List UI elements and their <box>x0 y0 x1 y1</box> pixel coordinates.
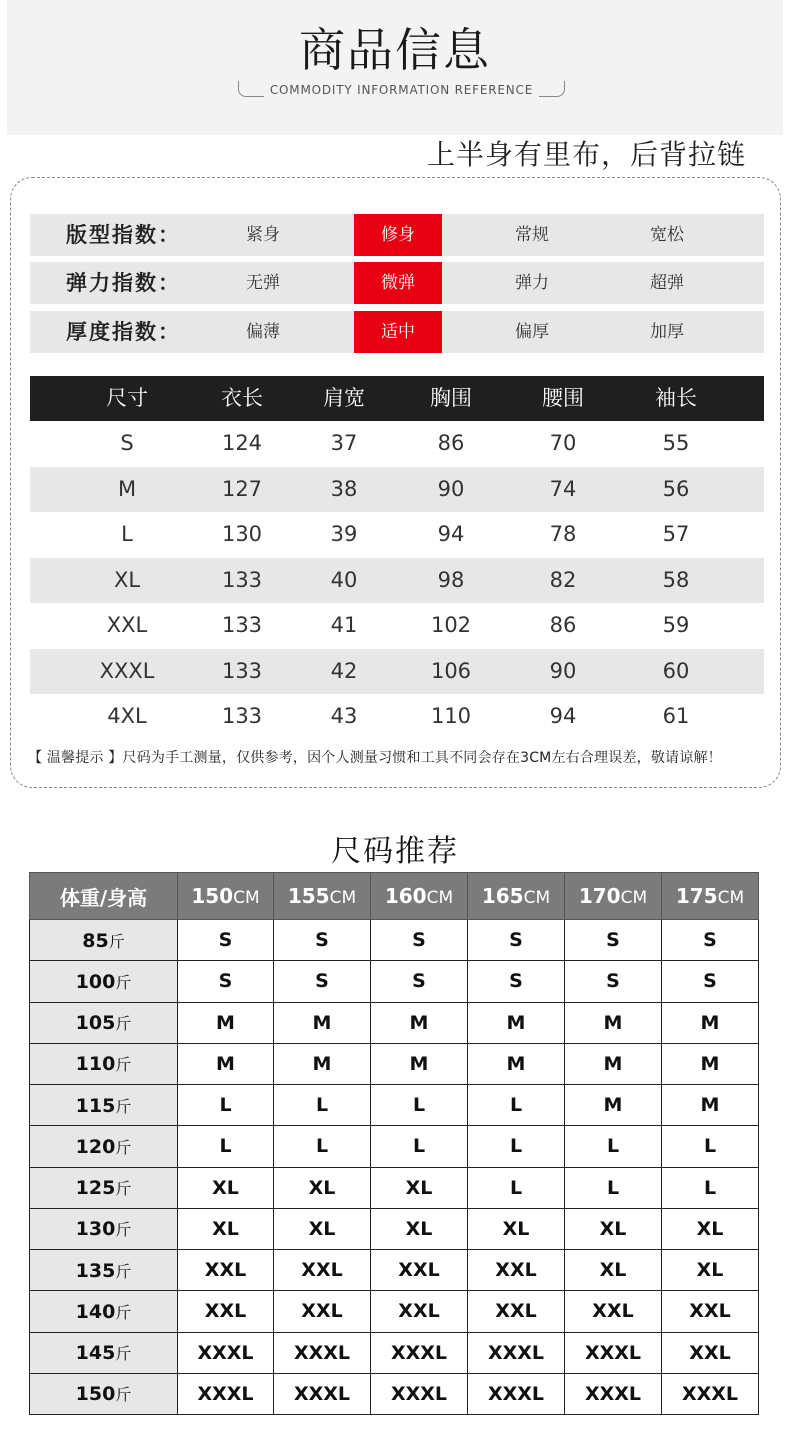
weight-value: 140 <box>75 1300 116 1323</box>
column-header: 腰围 <box>542 386 584 410</box>
height-unit: CM <box>426 888 454 908</box>
weight-value: 105 <box>75 1012 116 1035</box>
recommended-size: XL <box>274 1167 371 1208</box>
size-cell: 43 <box>330 704 358 728</box>
recommended-size: M <box>371 1043 468 1084</box>
recommend-row <box>30 1250 759 1291</box>
recommend-row <box>30 1373 759 1414</box>
size-cell: 57 <box>662 522 690 546</box>
measurement-tip: 【 温馨提示 】尺码为手工测量，仅供参考，因个人测量习惯和工具不同会存在3CM左右合理误差，敬请谅解！ <box>28 750 722 766</box>
recommended-size: S <box>178 920 274 961</box>
weight-cell <box>30 1208 178 1249</box>
recommended-size: M <box>274 1043 371 1084</box>
index-label: 版型指数： <box>66 223 181 247</box>
weight-value: 100 <box>75 970 116 993</box>
recommended-size: XXL <box>468 1250 565 1291</box>
recommended-size: M <box>565 1085 662 1126</box>
weight-value: 85 <box>82 929 109 952</box>
weight-value: 135 <box>75 1259 116 1282</box>
recommended-size: XXL <box>178 1291 274 1332</box>
recommended-size: XXXL <box>274 1373 371 1414</box>
recommended-size: M <box>274 1002 371 1043</box>
weight-value: 110 <box>75 1053 116 1076</box>
size-cell: 4XL <box>107 704 147 728</box>
index-option: 宽松 <box>650 225 684 245</box>
recommend-row <box>30 961 759 1002</box>
index-label: 弹力指数： <box>66 271 181 295</box>
weight-unit: 斤 <box>115 1179 132 1199</box>
weight-value: 150 <box>75 1383 116 1406</box>
size-cell: 98 <box>437 567 465 592</box>
recommended-size: L <box>371 1085 468 1126</box>
recommended-size: XXL <box>371 1291 468 1332</box>
recommend-header-row <box>30 873 759 920</box>
recommended-size: XXXL <box>468 1332 565 1373</box>
weight-cell <box>30 1291 178 1332</box>
feature-note: 上半身有里布，后背拉链 <box>426 138 746 171</box>
recommended-size: L <box>371 1126 468 1167</box>
recommend-row <box>30 1167 759 1208</box>
size-table <box>30 376 764 740</box>
size-row <box>30 512 764 558</box>
column-header: 衣长 <box>221 386 263 410</box>
weight-cell <box>30 1043 178 1084</box>
recommended-size: XXL <box>274 1291 371 1332</box>
weight-value: 115 <box>75 1094 116 1117</box>
recommended-size: XL <box>662 1208 759 1249</box>
size-row <box>30 421 764 467</box>
recommend-row <box>30 1291 759 1332</box>
height-value: 165 <box>481 884 524 908</box>
weight-unit: 斤 <box>115 1385 132 1405</box>
size-cell: 58 <box>662 567 690 592</box>
size-cell: 133 <box>221 704 263 728</box>
height-header <box>274 873 371 920</box>
height-unit: CM <box>523 888 551 908</box>
recommend-table <box>29 872 759 1415</box>
recommended-size: XXL <box>565 1291 662 1332</box>
size-row <box>30 603 764 649</box>
recommended-size: S <box>274 961 371 1002</box>
weight-cell <box>30 1085 178 1126</box>
size-cell: M <box>117 476 137 501</box>
recommend-row <box>30 1332 759 1373</box>
recommend-corner: 体重/身高 <box>30 873 178 920</box>
recommended-size: S <box>468 920 565 961</box>
size-cell: 82 <box>549 567 577 592</box>
weight-unit: 斤 <box>115 1014 132 1034</box>
recommended-size: L <box>274 1085 371 1126</box>
column-header: 尺寸 <box>106 386 148 410</box>
size-cell: 40 <box>330 567 358 592</box>
size-cell: 42 <box>330 658 358 683</box>
size-cell: 55 <box>662 431 690 455</box>
size-cell: 38 <box>330 476 358 501</box>
height-header <box>565 873 662 920</box>
index-option-selected: 适中 <box>354 311 442 353</box>
weight-cell <box>30 1250 178 1291</box>
page-subtitle-text: COMMODITY INFORMATION REFERENCE <box>264 83 539 97</box>
size-cell: XXL <box>106 613 148 637</box>
index-option: 紧身 <box>246 225 280 245</box>
size-cell: L <box>121 522 133 546</box>
recommended-size: S <box>274 920 371 961</box>
weight-unit: 斤 <box>108 931 125 951</box>
recommended-size: S <box>371 961 468 1002</box>
size-cell: 86 <box>437 431 465 455</box>
recommended-size: S <box>178 961 274 1002</box>
index-row <box>30 214 764 256</box>
size-cell: 127 <box>221 476 263 501</box>
size-cell: XL <box>113 567 141 592</box>
weight-cell <box>30 1126 178 1167</box>
weight-unit: 斤 <box>115 972 132 992</box>
recommended-size: L <box>565 1167 662 1208</box>
size-cell: 70 <box>549 431 577 455</box>
size-cell: XXXL <box>99 658 155 683</box>
size-cell: 94 <box>549 704 577 728</box>
recommended-size: XXXL <box>178 1373 274 1414</box>
size-cell: 133 <box>221 658 263 683</box>
size-cell: 94 <box>437 522 465 546</box>
size-cell: 39 <box>330 522 358 546</box>
recommended-size: M <box>565 1002 662 1043</box>
size-table-header <box>30 376 764 421</box>
recommend-row <box>30 920 759 961</box>
size-cell: 61 <box>662 704 690 728</box>
size-row <box>30 694 764 740</box>
index-row <box>30 262 764 304</box>
index-option-selected: 微弹 <box>354 262 442 304</box>
recommended-size: L <box>662 1167 759 1208</box>
recommended-size: XXL <box>468 1291 565 1332</box>
recommended-size: S <box>565 961 662 1002</box>
size-cell: 133 <box>221 613 263 637</box>
index-option: 加厚 <box>650 322 684 342</box>
recommended-size: M <box>468 1043 565 1084</box>
recommended-size: S <box>371 920 468 961</box>
height-header <box>178 873 274 920</box>
index-option: 弹力 <box>515 273 549 293</box>
column-header: 袖长 <box>655 386 697 410</box>
index-option: 常规 <box>515 225 549 245</box>
recommended-size: S <box>468 961 565 1002</box>
recommended-size: XXXL <box>371 1332 468 1373</box>
index-label: 厚度指数： <box>66 320 181 344</box>
recommended-size: M <box>565 1043 662 1084</box>
recommended-size: XXL <box>274 1250 371 1291</box>
recommended-size: XL <box>662 1250 759 1291</box>
recommend-row <box>30 1208 759 1249</box>
size-cell: 90 <box>549 658 577 683</box>
recommended-size: XXL <box>662 1332 759 1373</box>
index-option: 无弹 <box>246 273 280 293</box>
page-subtitle <box>238 85 565 99</box>
size-cell: 60 <box>662 658 690 683</box>
column-header: 胸围 <box>430 386 472 410</box>
recommended-size: XXXL <box>274 1332 371 1373</box>
recommended-size: XXL <box>662 1291 759 1332</box>
recommended-size: XXL <box>178 1250 274 1291</box>
recommended-size: M <box>371 1002 468 1043</box>
recommended-size: XXXL <box>178 1332 274 1373</box>
height-unit: CM <box>717 888 745 908</box>
size-cell: 86 <box>549 613 577 637</box>
recommended-size: M <box>662 1043 759 1084</box>
recommended-size: M <box>178 1002 274 1043</box>
size-cell: 59 <box>662 613 690 637</box>
recommended-size: L <box>565 1126 662 1167</box>
recommended-size: XL <box>565 1250 662 1291</box>
recommended-size: M <box>178 1043 274 1084</box>
recommended-size: XL <box>371 1167 468 1208</box>
index-option: 偏薄 <box>246 322 280 342</box>
size-cell: 37 <box>330 431 358 455</box>
recommended-size: XL <box>468 1208 565 1249</box>
page-title: 商品信息 <box>299 23 491 77</box>
recommended-size: XL <box>274 1208 371 1249</box>
recommended-size: M <box>662 1002 759 1043</box>
height-unit: CM <box>329 888 357 908</box>
recommended-size: S <box>662 961 759 1002</box>
recommended-size: XXL <box>371 1250 468 1291</box>
size-cell: 130 <box>221 522 263 546</box>
recommended-size: L <box>178 1126 274 1167</box>
size-cell: 74 <box>549 476 577 501</box>
size-cell: 41 <box>330 613 358 637</box>
recommended-size: XL <box>178 1208 274 1249</box>
recommended-size: M <box>662 1085 759 1126</box>
recommended-size: L <box>274 1126 371 1167</box>
weight-value: 145 <box>75 1342 116 1365</box>
size-cell: 106 <box>430 658 472 683</box>
recommend-title: 尺码推荐 <box>331 834 459 869</box>
header-banner <box>7 0 783 135</box>
height-header <box>662 873 759 920</box>
index-option-selected: 修身 <box>354 214 442 256</box>
weight-unit: 斤 <box>115 1261 132 1281</box>
height-header <box>468 873 565 920</box>
recommend-row <box>30 1043 759 1084</box>
weight-unit: 斤 <box>115 1055 132 1075</box>
weight-value: 130 <box>75 1218 116 1241</box>
recommended-size: XXXL <box>662 1373 759 1414</box>
recommended-size: S <box>565 920 662 961</box>
recommended-size: S <box>662 920 759 961</box>
index-option: 偏厚 <box>515 322 549 342</box>
recommended-size: XXXL <box>565 1373 662 1414</box>
recommend-row <box>30 1085 759 1126</box>
recommended-size: L <box>662 1126 759 1167</box>
size-cell: 133 <box>221 567 263 592</box>
size-cell: 110 <box>430 704 472 728</box>
size-row <box>30 649 764 695</box>
recommended-size: XXXL <box>468 1373 565 1414</box>
height-unit: CM <box>620 888 648 908</box>
weight-cell <box>30 920 178 961</box>
column-header: 肩宽 <box>323 386 365 410</box>
recommended-size: XL <box>371 1208 468 1249</box>
height-value: 175 <box>675 884 718 908</box>
recommended-size: L <box>468 1126 565 1167</box>
weight-cell <box>30 1002 178 1043</box>
recommended-size: XXXL <box>371 1373 468 1414</box>
weight-cell <box>30 1373 178 1414</box>
weight-unit: 斤 <box>115 1137 132 1157</box>
height-value: 170 <box>578 884 621 908</box>
recommended-size: L <box>178 1085 274 1126</box>
recommended-size: XXXL <box>565 1332 662 1373</box>
height-header <box>371 873 468 920</box>
size-cell: S <box>120 431 134 455</box>
recommended-size: L <box>468 1167 565 1208</box>
recommend-row <box>30 1126 759 1167</box>
height-unit: CM <box>233 888 260 908</box>
weight-cell <box>30 1167 178 1208</box>
size-cell: 124 <box>221 431 263 455</box>
height-value: 155 <box>287 884 330 908</box>
weight-cell <box>30 961 178 1002</box>
weight-cell <box>30 1332 178 1373</box>
size-cell: 78 <box>549 522 577 546</box>
size-cell: 90 <box>437 476 465 501</box>
weight-value: 125 <box>75 1177 116 1200</box>
recommend-row <box>30 1002 759 1043</box>
recommended-size: XL <box>178 1167 274 1208</box>
recommended-size: XL <box>565 1208 662 1249</box>
weight-unit: 斤 <box>115 1096 132 1116</box>
height-value: 160 <box>384 884 427 908</box>
weight-unit: 斤 <box>115 1220 132 1240</box>
size-cell: 102 <box>430 613 472 637</box>
height-value: 150 <box>191 884 234 908</box>
index-option: 超弹 <box>650 273 684 293</box>
weight-unit: 斤 <box>115 1344 132 1364</box>
size-row <box>30 467 764 513</box>
recommended-size: L <box>468 1085 565 1126</box>
index-row <box>30 311 764 353</box>
weight-value: 120 <box>75 1135 116 1158</box>
size-row <box>30 558 764 604</box>
size-cell: 56 <box>662 476 690 501</box>
recommended-size: M <box>468 1002 565 1043</box>
weight-unit: 斤 <box>115 1302 132 1322</box>
